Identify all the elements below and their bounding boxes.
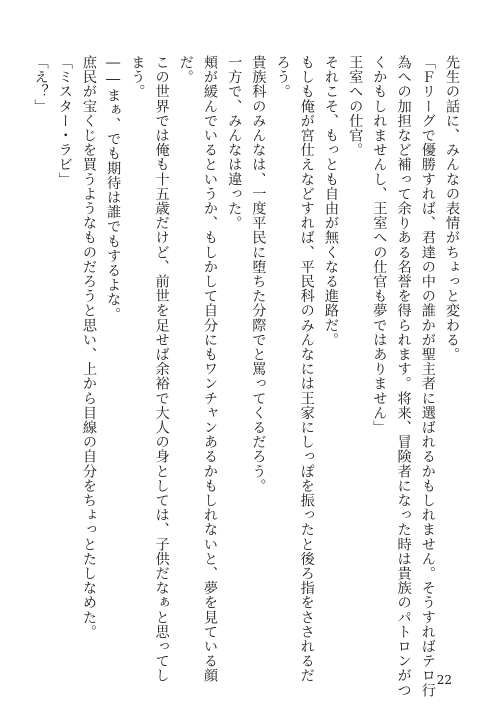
- text-line: まう。: [129, 55, 146, 99]
- text-line: だ。: [177, 55, 194, 85]
- text-line: もしも俺が宮仕えなどすれば、平民科のみんなには王家にしっぽを振ったと後ろ指をさされるだ: [298, 55, 315, 683]
- text-line: くかもしれませんし、王室への仕官も夢ではありません」: [371, 55, 388, 435]
- text-line: 「え？」: [32, 55, 49, 114]
- text-line: 貴族科のみんなは、一度平民に堕ちた分際でと罵ってくるだろう。: [250, 55, 267, 493]
- text-line: 先生の話に、みんなの表情がちょっと変わる。: [444, 55, 460, 362]
- text-line: 一方で、みんなは違った。: [226, 55, 243, 231]
- text-line: ろう。: [274, 55, 291, 99]
- text-line: この世界では俺も十五歳だけど、前世を足せば余裕で大人の身としては、子供だなぁと思ってし: [153, 55, 170, 683]
- text-line: それこそ、もっとも自由が無くなる進路だ。: [322, 55, 339, 347]
- text-line: 「Ｆリーグで優勝すれば、君達の中の誰かが聖主者に選ばれるかもしれません。そうすればテロ行: [419, 55, 436, 698]
- text-line: 為への加担など補って余りある名誉を得られます。将来、冒険者になった時は貴族のパトロンがつ: [395, 55, 412, 698]
- text-line: ――まぁ、でも期待は誰でもするよな。: [105, 55, 122, 322]
- text-line: 頬が緩んでいるというか、もしかして自分にもワンチャンあるかもしれないと、夢を見ている顔: [201, 55, 218, 683]
- text-line: 「ミスター・ラビ」: [56, 55, 73, 187]
- text-line: 庶民が宝くじを買うようなものだろうと思い、上から目線の自分をちょっとたしなめた。: [80, 55, 97, 639]
- page-number: 22: [436, 673, 452, 687]
- text-line: 王室への仕官。: [347, 55, 364, 158]
